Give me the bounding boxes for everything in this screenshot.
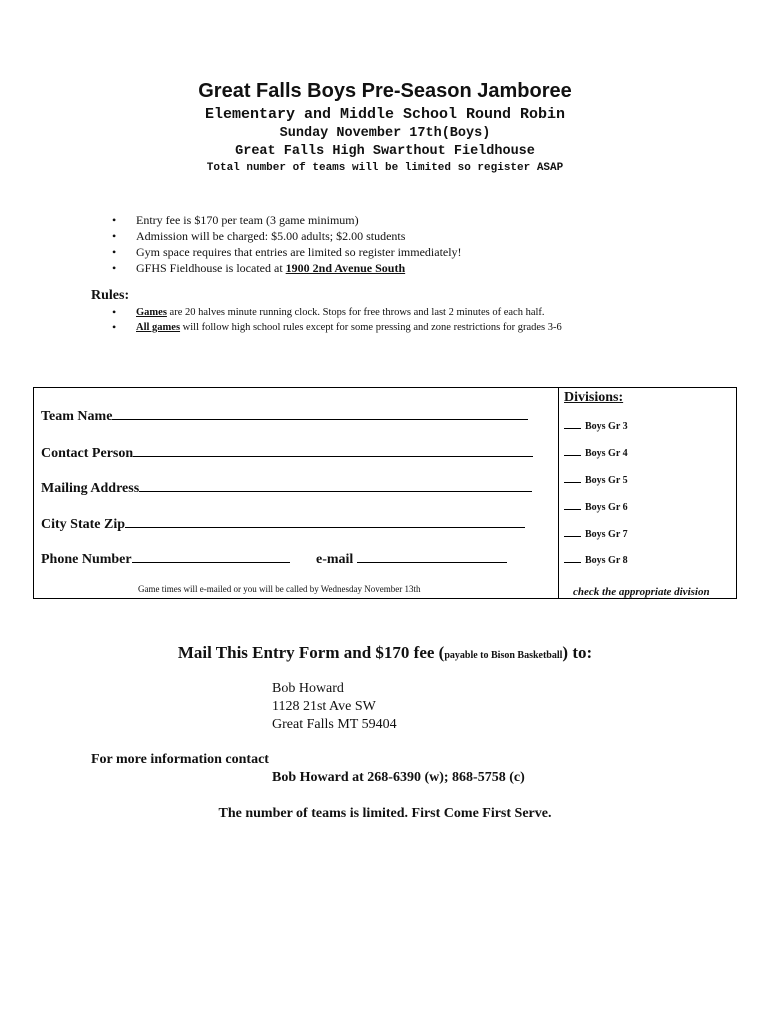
email-field[interactable]: e-mail	[316, 549, 507, 568]
event-venue: Great Falls High Swarthout Fieldhouse	[235, 144, 535, 159]
footer-note: The number of teams is limited. First Come First Serve.	[218, 806, 552, 821]
contact-person-field[interactable]: Contact Person	[41, 443, 533, 462]
division-option-gr7[interactable]: Boys Gr 7	[564, 528, 628, 540]
division-option-gr4[interactable]: Boys Gr 4	[564, 447, 628, 459]
division-instruction: check the appropriate division	[573, 586, 710, 598]
divisions-title: Divisions:	[564, 390, 624, 405]
division-option-gr8[interactable]: Boys Gr 8	[564, 554, 628, 566]
recipient-name: Bob Howard	[272, 681, 344, 696]
mail-instructions: Mail This Entry Form and $170 fee (payable to Bison Basketball) to:	[177, 643, 593, 662]
city-state-zip-field[interactable]: City State Zip	[41, 514, 525, 533]
info-item: • Entry fee is $170 per team (3 game minimum)	[112, 212, 462, 228]
mailing-address-field[interactable]: Mailing Address	[41, 478, 532, 497]
rule-item: • Games are 20 halves minute running clock. Stops for free throws and last 2 minutes of each half.	[112, 305, 562, 320]
entry-form	[33, 387, 737, 599]
team-name-field[interactable]: Team Name	[41, 406, 528, 425]
rule-item: • All games will follow high school rules except for some pressing and zone restrictions for grades 3-6	[112, 320, 562, 335]
recipient-street: 1128 21st Ave SW	[272, 699, 376, 714]
event-subtitle: Elementary and Middle School Round Robin	[204, 106, 566, 123]
phone-number-field[interactable]: Phone Number	[41, 549, 290, 568]
form-divider	[558, 388, 559, 598]
recipient-city: Great Falls MT 59404	[272, 717, 397, 732]
division-option-gr3[interactable]: Boys Gr 3	[564, 420, 628, 432]
game-times-note: Game times will e-mailed or you will be called by Wednesday November 13th	[138, 584, 421, 594]
fieldhouse-address: 1900 2nd Avenue South	[285, 261, 406, 275]
info-item: • Admission will be charged: $5.00 adults; $2.00 students	[112, 228, 462, 244]
info-item: • GFHS Fieldhouse is located at 1900 2nd Avenue South	[112, 260, 462, 276]
rules-heading: Rules:	[91, 288, 130, 303]
page-title: Great Falls Boys Pre-Season Jamboree	[198, 80, 572, 102]
contact-details: Bob Howard at 268-6390 (w); 868-5758 (c)	[272, 770, 525, 785]
division-option-gr6[interactable]: Boys Gr 6	[564, 501, 628, 513]
payable-to: payable to Bison Basketball	[444, 650, 563, 661]
contact-heading: For more information contact	[91, 752, 269, 767]
registration-notice: Total number of teams will be limited so register ASAP	[206, 162, 564, 174]
mailing-address-block	[272, 680, 397, 734]
event-date: Sunday November 17th(Boys)	[279, 126, 491, 141]
division-option-gr5[interactable]: Boys Gr 5	[564, 474, 628, 486]
info-item: • Gym space requires that entries are limited so register immediately!	[112, 244, 462, 260]
rules-list	[112, 305, 562, 335]
info-list	[112, 212, 462, 276]
